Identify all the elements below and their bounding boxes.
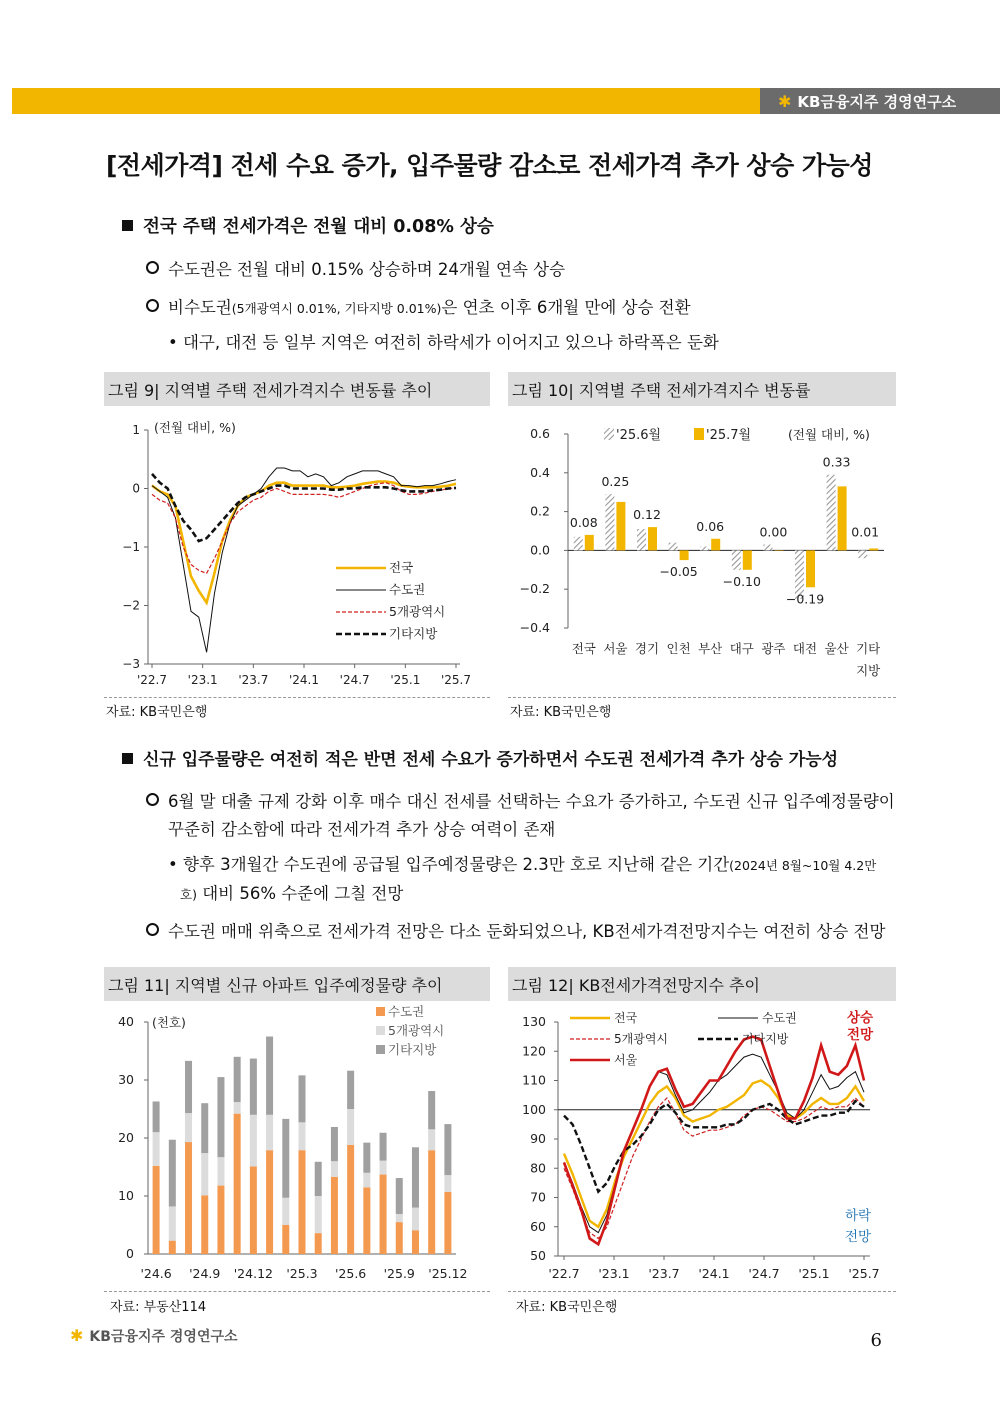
fig11-bar-segment [169, 1140, 176, 1207]
fig12-legend-label: 5개광역시 [614, 1032, 669, 1046]
fig11-y-tick-label: 10 [118, 1188, 134, 1203]
fig11-bar-segment [217, 1077, 224, 1157]
fig12-x-tick-label: '23.7 [648, 1266, 680, 1281]
fig10-bar [637, 529, 646, 550]
fig12-source: 자료: KB국민은행 [516, 1300, 618, 1315]
fig12-x-tick-label: '25.7 [848, 1266, 880, 1281]
fig10-category-label: 서울 [603, 641, 628, 656]
fig11-legend-swatch [376, 1007, 385, 1016]
fig12-x-tick-label: '24.1 [698, 1266, 730, 1281]
kb-star-icon: ✱ [778, 91, 792, 111]
fig10-category-label: 부산 [698, 641, 723, 656]
fig11-bar-segment [380, 1161, 387, 1175]
fig10-y-tick-label: 0.2 [530, 503, 550, 519]
fig12-x-tick-label: '23.1 [598, 1266, 630, 1281]
fig12-y-tick-label: 90 [530, 1131, 546, 1146]
fig11-bar-segment [331, 1161, 338, 1177]
fig10-y-tick-label: −0.2 [519, 581, 550, 597]
fig11-caption: 그림 11| 지역별 신규 아파트 입주예정물량 추이 [104, 967, 490, 1001]
fig9-x-tick-label: '23.7 [238, 673, 269, 687]
fig12-x-tick-label: '22.7 [548, 1266, 580, 1281]
fig9-x-tick-label: '25.7 [440, 673, 472, 687]
fig12-x-tick-label: '24.7 [748, 1266, 780, 1281]
fig11-legend-label: 수도권 [388, 1004, 425, 1019]
fig11-bar-segment [428, 1091, 435, 1129]
fig9-source: 자료: KB국민은행 [106, 705, 208, 720]
fig11-bar-segment [396, 1214, 403, 1222]
section2-sub1-cont: 호) 대비 56% 수준에 그칠 전망 [180, 884, 404, 903]
fig11-x-tick-label: '25.12 [428, 1266, 468, 1281]
fig10-ylabel: (전월 대비, %) [788, 427, 870, 442]
fig10-legend-label: '25.7월 [706, 428, 752, 443]
fig10-bar [711, 539, 720, 551]
fig11-x-tick-label: '25.6 [334, 1266, 367, 1281]
page-number: 6 [870, 1330, 882, 1351]
fig10-bar [605, 494, 614, 550]
fig10-data-label: 0.33 [822, 454, 851, 470]
circle-bullet-icon [146, 793, 159, 806]
fig11-bar-segment [315, 1233, 322, 1254]
fig10-category-label: 대구 [729, 641, 754, 656]
fig11-bar-segment [331, 1127, 338, 1161]
fig10-legend-label: '25.6월 [616, 428, 662, 443]
fig10-data-label: 0.25 [601, 474, 630, 490]
fig11-source: 자료: 부동산114 [110, 1300, 207, 1315]
fig11-x-tick-label: '24.9 [189, 1266, 221, 1281]
fig12-y-tick-label: 120 [522, 1043, 546, 1059]
fig11-y-tick-label: 30 [118, 1072, 134, 1087]
fig12-y-tick-label: 60 [530, 1218, 546, 1234]
fig12-y-tick-label: 50 [530, 1248, 546, 1263]
fig10-bar [743, 550, 752, 569]
fig12-legend-label: 서울 [614, 1053, 638, 1067]
fig9-y-tick-label: −2 [122, 598, 140, 613]
fig12-annotation-down: 전망 [844, 1229, 872, 1245]
fig9-x-tick-label: '24.1 [288, 673, 320, 687]
fig9-y-tick-label: −1 [122, 540, 140, 554]
fig10-category-label: 경기 [634, 641, 660, 656]
fig10-data-label: 0.08 [569, 514, 598, 530]
fig11-bar-segment [266, 1150, 273, 1254]
fig11-x-tick-label: '24.12 [233, 1266, 273, 1281]
fig9-x-tick-label: '25.1 [390, 673, 421, 687]
fig11-bar-segment [347, 1109, 354, 1145]
fig11-y-tick-label: 0 [126, 1246, 134, 1261]
fig12-series-line [564, 1101, 864, 1192]
fig11-x-tick-label: '25.3 [286, 1266, 318, 1281]
fig11-bar-segment [347, 1145, 354, 1254]
fig12-caption: 그림 12| KB전세가격전망지수 추이 [508, 967, 896, 1001]
fig11-x-tick-label: '25.9 [383, 1266, 415, 1281]
fig11-bar-segment [266, 1037, 273, 1115]
circle-bullet-icon [146, 299, 159, 312]
fig10-bar [827, 475, 836, 551]
fig11-bar-segment [153, 1101, 160, 1132]
fig11-bar-segment [185, 1142, 192, 1254]
fig10-data-label: −0.10 [722, 573, 761, 589]
header-brand: ✱ KB금융지주 경영연구소 [760, 88, 1000, 114]
fig10-bar [838, 486, 847, 550]
fig9-y-tick-label: −3 [122, 657, 140, 671]
fig11-bar-segment [428, 1150, 435, 1254]
fig9-legend-label: 전국 [389, 560, 414, 575]
fig9-legend-label: 수도권 [389, 582, 426, 597]
section1-bullet2: 비수도권(5개광역시 0.01%, 기타지방 0.01%)은 연초 이후 6개월 만에 상승 전환 [146, 294, 691, 318]
fig11-bar-segment [169, 1241, 176, 1254]
fig10-category-label: 인천 [666, 641, 691, 656]
fig11-bar-segment [380, 1133, 387, 1161]
fig10-divider [508, 697, 896, 698]
fig11-bar-segment [250, 1166, 257, 1254]
section2-bullet2: 수도권 매매 위축으로 전세가격 전망은 다소 둔화되었으나, KB전세가격전망지수는 여전히 상승 전망 [146, 918, 885, 942]
fig10-data-label: 0.06 [696, 518, 725, 534]
fig10-y-tick-label: −0.4 [519, 620, 550, 635]
fig11-y-tick-label: 20 [118, 1130, 134, 1145]
fig11-bar-segment [412, 1208, 419, 1231]
fig11-bar-segment [201, 1195, 208, 1254]
section1-bullet1: 수도권은 전월 대비 0.15% 상승하며 24개월 연속 상승 [146, 256, 565, 280]
fig12-x-tick-label: '25.1 [798, 1266, 830, 1281]
fig11-bar-segment [185, 1061, 192, 1113]
fig11-bar-segment [396, 1178, 403, 1214]
fig11-bar-segment [363, 1187, 370, 1254]
square-bullet-icon [122, 220, 133, 231]
fig10-y-tick-label: 0.4 [530, 464, 550, 480]
fig11-y-tick-label: 40 [118, 1014, 134, 1029]
fig11-ylabel: (천호) [152, 1015, 186, 1030]
fig11-bar-segment [396, 1222, 403, 1254]
fig12-y-tick-label: 80 [530, 1160, 546, 1176]
fig10-legend-swatch [604, 428, 614, 440]
fig10-category-label-extra: 지방 [856, 663, 881, 678]
fig9-ylabel: (전월 대비, %) [154, 420, 236, 435]
section2-heading: 신규 입주물량은 여전히 적은 반면 전세 수요가 증가하면서 수도권 전세가격 추가 상승 가능성 [122, 745, 838, 770]
fig10-data-label: −0.05 [659, 564, 698, 580]
fig11-bar-segment [428, 1129, 435, 1150]
fig10-category-label: 대전 [792, 641, 818, 656]
fig11-bar-segment [412, 1147, 419, 1207]
fig11-divider [104, 1291, 490, 1292]
fig9-y-tick-label: 1 [132, 423, 140, 437]
fig10-bar [669, 543, 678, 551]
fig12-legend-label: 기타지방 [742, 1032, 789, 1046]
fig11-x-tick-label: '24.6 [140, 1266, 172, 1281]
fig11-bar-segment [185, 1113, 192, 1142]
fig11-bar-segment [444, 1175, 451, 1192]
fig10-bar [585, 535, 594, 551]
fig11-bar-segment [299, 1122, 306, 1150]
fig12-annotation-up: 전망 [846, 1027, 874, 1043]
fig12-y-tick-label: 110 [522, 1072, 546, 1088]
kb-star-icon: ✱ [70, 1326, 84, 1345]
fig10-legend-swatch [694, 428, 704, 440]
circle-bullet-icon [146, 923, 159, 936]
fig10-bar [616, 502, 625, 551]
fig10-source: 자료: KB국민은행 [510, 705, 612, 720]
fig10-bar [869, 548, 878, 550]
fig9-series-line [152, 474, 456, 541]
fig11-bar-segment [315, 1196, 322, 1233]
fig11-bar-segment [444, 1192, 451, 1254]
fig10-category-label: 광주 [761, 641, 786, 656]
fig12-y-tick-label: 70 [530, 1189, 546, 1205]
fig11-bar-segment [315, 1162, 322, 1196]
fig11-bar-segment [282, 1198, 289, 1225]
fig11-bar-segment [169, 1206, 176, 1240]
fig12-y-tick-label: 100 [522, 1101, 546, 1117]
fig11-bar-segment [153, 1132, 160, 1166]
fig10-category-label: 기타 [856, 641, 881, 656]
fig10-data-label: 0.00 [759, 524, 788, 540]
fig11-legend-swatch [376, 1026, 385, 1035]
fig10-y-tick-label: 0.6 [530, 426, 550, 441]
fig11-bar-segment [266, 1115, 273, 1150]
section2-bullet1-cont: 꾸준히 감소함에 따라 전세가격 추가 상승 여력이 존재 [168, 820, 556, 839]
section1-sub1: • 대구, 대전 등 일부 지역은 여전히 하락세가 이어지고 있으나 하락폭은 둔화 [168, 333, 719, 352]
fig11-bar-segment [201, 1153, 208, 1195]
fig9-caption: 그림 9| 지역별 주택 전세가격지수 변동률 추이 [104, 372, 490, 406]
fig10-caption: 그림 10| 지역별 주택 전세가격지수 변동률 [508, 372, 896, 406]
fig11-legend-swatch [376, 1045, 385, 1054]
fig11-bar-segment [234, 1114, 241, 1254]
fig11-bar-segment [347, 1071, 354, 1109]
fig11-legend-label: 기타지방 [388, 1042, 437, 1057]
fig11-bar-segment [282, 1225, 289, 1254]
fig11-bar-segment [250, 1115, 257, 1167]
fig12-series-line [564, 1081, 864, 1227]
fig10-bar [648, 527, 657, 550]
header-bar [12, 88, 760, 114]
circle-bullet-icon [146, 261, 159, 274]
fig9-chart [104, 410, 490, 694]
fig11-legend-label: 5개광역시 [388, 1023, 445, 1038]
fig9-legend-label: 기타지방 [389, 626, 438, 641]
fig11-bar-segment [363, 1143, 370, 1173]
fig10-data-label: 0.12 [633, 507, 661, 523]
fig11-bar-segment [444, 1124, 451, 1175]
fig11-bar-segment [153, 1166, 160, 1254]
fig12-legend-label: 전국 [614, 1011, 638, 1025]
fig11-bar-segment [201, 1103, 208, 1153]
fig10-data-label: 0.01 [851, 524, 880, 540]
section2-sub1: • 향후 3개월간 수도권에 공급될 입주예정물량은 2.3만 호로 지난해 같은 기간(2024년 8월~10월 4.2만 [168, 855, 877, 874]
fig9-x-tick-label: '24.7 [339, 673, 370, 687]
fig10-bar [700, 547, 709, 551]
section2-bullet1: 6월 말 대출 규제 강화 이후 매수 대신 전세를 선택하는 수요가 증가하고, 수도권 신규 입주예정물량이 [146, 788, 895, 812]
fig9-x-tick-label: '23.1 [187, 673, 218, 687]
fig10-bar [680, 550, 689, 560]
fig10-bar [774, 550, 783, 551]
section1-heading: 전국 주택 전세가격은 전월 대비 0.08% 상승 [122, 213, 494, 238]
fig12-divider [508, 1291, 896, 1292]
fig10-bar [858, 550, 867, 558]
fig12-annotation-up: 상승 [846, 1010, 874, 1026]
fig11-bar-segment [412, 1230, 419, 1254]
fig9-x-tick-label: '22.7 [136, 673, 168, 687]
fig10-bar [806, 550, 815, 587]
fig11-bar-segment [331, 1177, 338, 1254]
fig10-category-label: 울산 [824, 641, 849, 656]
fig11-bar-segment [217, 1186, 224, 1254]
fig10-chart [508, 410, 896, 694]
fig10-bar [574, 537, 583, 551]
fig11-chart [104, 1004, 490, 1288]
fig10-y-tick-label: 0.0 [530, 542, 550, 558]
square-bullet-icon [122, 753, 133, 764]
fig10-category-label: 전국 [571, 641, 596, 656]
fig9-divider [104, 697, 490, 698]
fig12-series-line [564, 1037, 864, 1245]
page-title: [전세가격] 전세 수요 증가, 입주물량 감소로 전세가격 추가 상승 가능성 [106, 151, 873, 180]
fig11-bar-segment [380, 1175, 387, 1254]
footer-brand: ✱ KB금융지주 경영연구소 [70, 1326, 238, 1345]
fig11-bar-segment [250, 1059, 257, 1115]
fig12-y-tick-label: 130 [522, 1014, 546, 1029]
fig10-data-label: −0.19 [785, 591, 825, 607]
fig11-bar-segment [217, 1157, 224, 1185]
fig12-annotation-down: 하락 [844, 1208, 872, 1224]
fig10-bar [763, 545, 772, 551]
fig10-bar [732, 550, 741, 569]
fig12-chart [508, 1004, 896, 1288]
fig12-legend-label: 수도권 [762, 1011, 797, 1025]
fig11-bar-segment [282, 1119, 289, 1198]
fig11-bar-segment [234, 1102, 241, 1114]
fig9-y-tick-label: 0 [132, 481, 140, 496]
fig9-legend-label: 5개광역시 [389, 604, 446, 619]
fig11-bar-segment [299, 1150, 306, 1254]
fig11-bar-segment [299, 1075, 306, 1122]
fig11-bar-segment [363, 1173, 370, 1188]
fig11-bar-segment [234, 1057, 241, 1102]
